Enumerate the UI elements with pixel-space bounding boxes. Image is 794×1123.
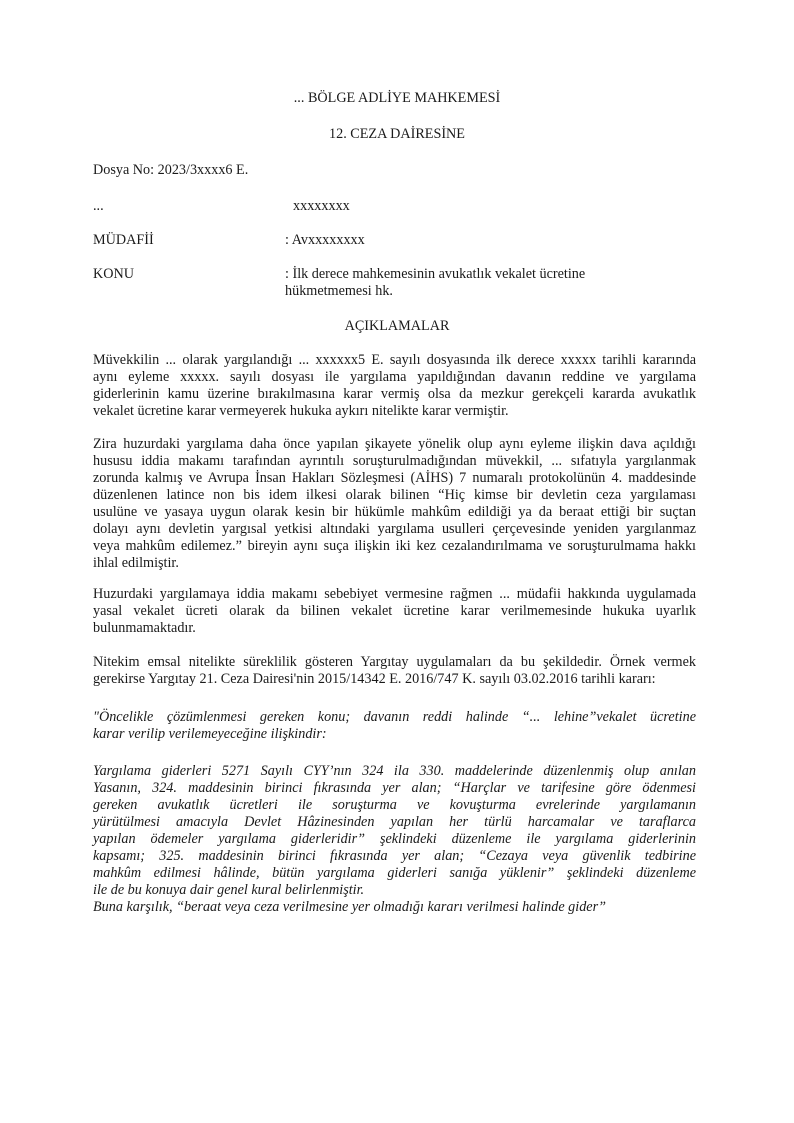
quote-paragraph-1	[93, 709, 696, 743]
paragraph-line: giderlerinin kamu üzerine bırakılmasına karar vermiş olsa da mezkur gerekçeli kararda avukatlık	[93, 386, 696, 402]
paragraph-line: hususu iddia makamı tarafından ayrıntılı soruşturulmadığından müvekkil, ... sıfatıyla yargılanmak	[93, 453, 696, 469]
paragraph-line: Huzurdaki yargılamaya iddia makamı sebebiyet vermesine rağmen ... müdafii hakkında uygulamada	[93, 586, 696, 602]
paragraph-line: Nitekim emsal nitelikte süreklilik gösteren Yargıtay uygulamaları da bu şekildedir. Örnek vermek	[93, 654, 696, 670]
party-value: xxxxxxxx	[293, 198, 350, 214]
paragraph-line: zorunda kalmış ve Avrupa İnsan Hakları Sözleşmesi (AİHS) 7 numaralı protokolünün 4. maddesinde	[93, 470, 696, 486]
subject-value-line1: : İlk derece mahkemesinin avukatlık vekalet ücretine	[285, 266, 586, 282]
quote-line: yürütülmesi amacıyla Devlet Hâzinesinden yapılan her türlü harcamalar ve taraflarca	[93, 814, 696, 830]
quote-paragraph-2	[93, 763, 696, 916]
paragraph-line: aynı eyleme xxxxx. sayılı dosyası ile yargılama yapıldığından davanın reddine ve yargılama	[93, 369, 696, 385]
quote-line: mahkûm edilmesi hâlinde, bütün yargılama giderleri sanığa yüklenir” şeklindeki düzenleme	[93, 865, 696, 881]
quote-line: Yasanın, 324. maddesinin birinci fıkrasında yer alan; “Harçlar ve tarifesine göre ödenmesi	[93, 780, 696, 796]
paragraph-2	[93, 436, 696, 572]
file-number: Dosya No: 2023/3xxxx6 E.	[93, 162, 249, 178]
court-heading: ... BÖLGE ADLİYE MAHKEMESİ	[293, 90, 501, 106]
paragraph-1	[93, 352, 696, 420]
paragraph-line: usulüne ve yasaya uygun olarak kesin bir hükümle mahkûm edildiği ya da beraat ettiği bir suçtan	[93, 504, 696, 520]
party-label: ...	[93, 198, 104, 214]
paragraph-line: yasal vekalet ücreti olarak da bilinen vekalet ücretine karar verilmemesinde hukuka uyarlık	[93, 603, 696, 619]
paragraph-line: gerekirse Yargıtay 21. Ceza Dairesi'nin 2015/14342 E. 2016/747 K. sayılı 03.02.2016 tarihli kararı:	[93, 671, 656, 687]
quote-line: karar verilip verilemeyeceğine ilişkindir:	[93, 726, 327, 742]
quote-line: Buna karşılık, “beraat veya ceza verilmesine yer olmadığı kararı verilmesi halinde gider”	[93, 899, 607, 915]
paragraph-line: ihlal edilmiştir.	[93, 555, 179, 571]
paragraph-line: bulunmamaktadır.	[93, 620, 196, 636]
quote-line: kapsamı; 325. maddesinin birinci fıkrasında yer alan; “Cezaya veya güvenlik tedbirine	[93, 848, 696, 864]
paragraph-line: düzenlenen latince non bis idem ilkesi olarak bilinen “Hiç kimse bir devletin ceza yargılaması	[93, 487, 696, 503]
quote-line: gereken avukatlık ücretleri ile soruşturma ve kovuşturma evrelerinde yargılamanın	[93, 797, 696, 813]
paragraph-3	[93, 586, 696, 637]
quote-line: ile de bu konuya dair genel kural belirlenmiştir.	[93, 882, 365, 898]
subject-value-line2: hükmetmemesi hk.	[285, 283, 393, 299]
defense-label: MÜDAFİİ	[93, 232, 154, 248]
paragraph-4	[93, 654, 696, 688]
paragraph-line: Müvekkilin ... olarak yargılandığı ... xxxxxx5 E. sayılı dosyasında ilk derece xxxxx tarihli kararında	[93, 352, 696, 368]
paragraph-line: vekalet ücretine karar vermeyerek hukuka aykırı nitelikte karar vermiştir.	[93, 403, 509, 419]
quote-line: "Öncelikle çözümlenmesi gereken konu; davanın reddi halinde “... lehine”vekalet ücretine	[93, 709, 696, 725]
section-title: AÇIKLAMALAR	[344, 318, 450, 334]
defense-value: : Avxxxxxxxx	[285, 232, 365, 248]
chamber-heading: 12. CEZA DAİRESİNE	[329, 126, 465, 142]
quote-line: yapılan ödemeler yargılama giderleridir” şeklindeki düzenleme ile yargılama giderlerinin	[93, 831, 696, 847]
paragraph-line: dolayı aynı devletin yargısal yetkisi altındaki yargılama usulleri çerçevesinde yeniden yargılanmaz	[93, 521, 696, 537]
paragraph-line: Zira huzurdaki yargılama daha önce yapılan şikayete yönelik olup aynı eyleme ilişkin dava açıldığı	[93, 436, 696, 452]
paragraph-line: veya mahkûm edilemez.” bireyin aynı suça ilişkin iki kez cezalandırılmama ve soruşturulmama hakkı	[93, 538, 696, 554]
quote-line: Yargılama giderleri 5271 Sayılı CYY’nın 324 ila 330. maddelerinde düzenlenmiş olup anılan	[93, 763, 696, 779]
subject-label: KONU	[93, 266, 134, 282]
